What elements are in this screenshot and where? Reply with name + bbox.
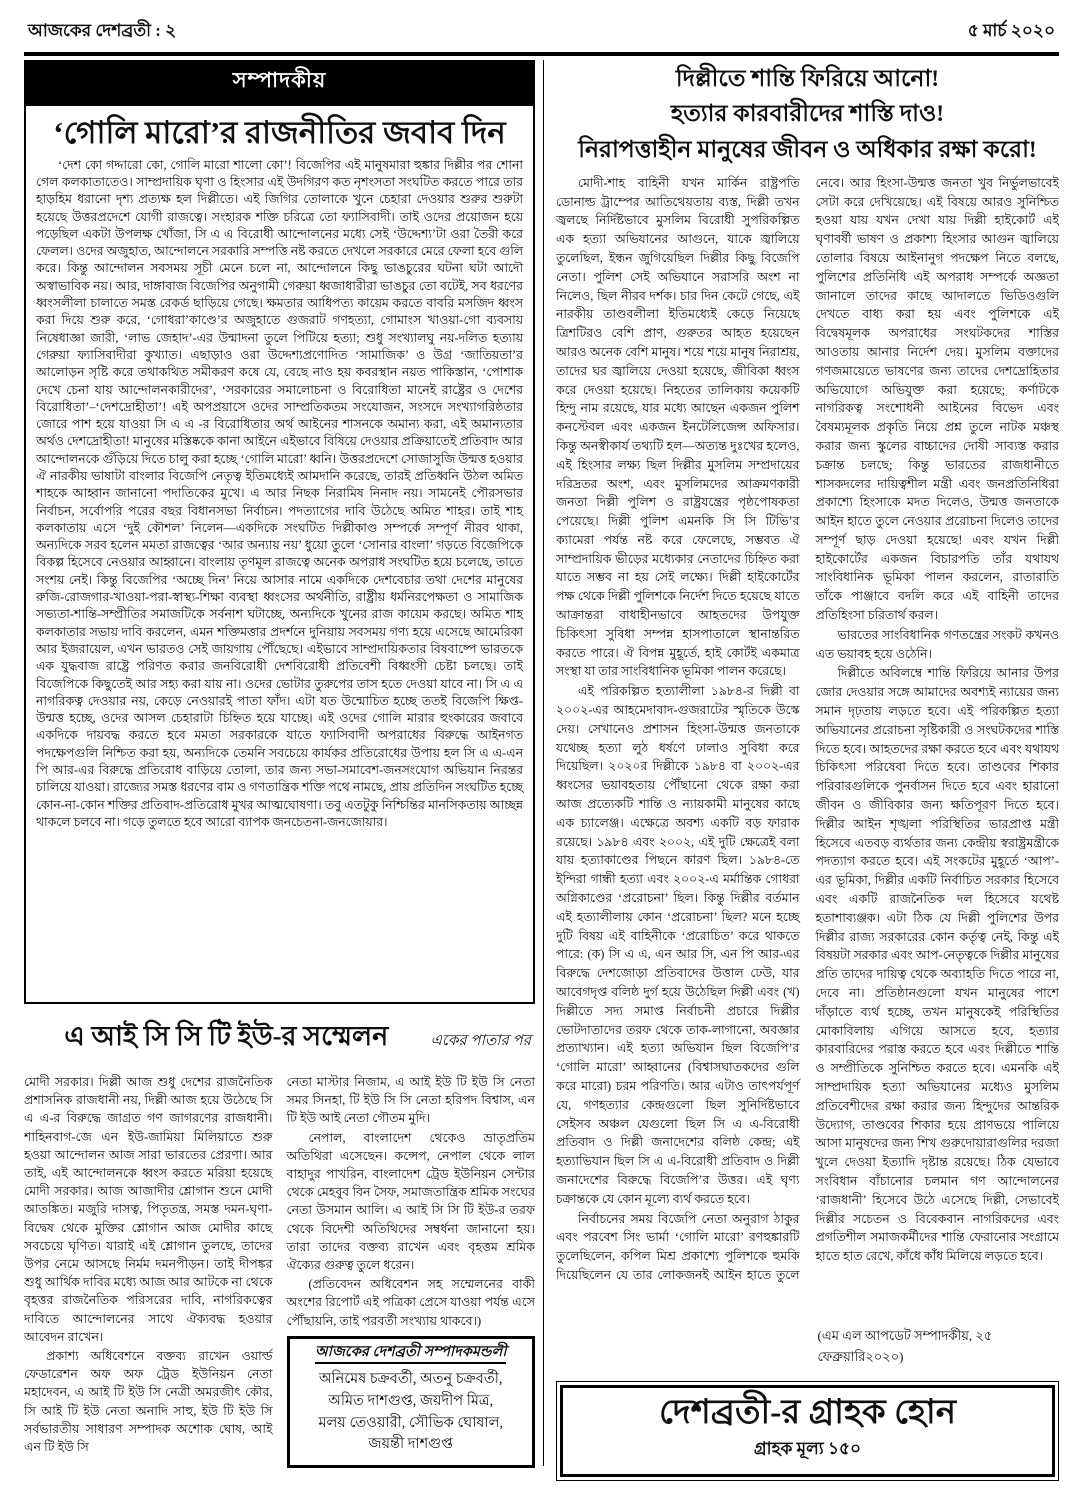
delhi-article-body xyxy=(556,174,1059,1324)
editorial-kicker: সম্পাদকীয় xyxy=(26,62,533,106)
paragraph: ভারতের সাংবিধানিক গণতন্ত্রের সংকট কখনও এত ভয়াবহ হয়ে ওঠেনি। xyxy=(815,627,1059,661)
subscribe-box-inner xyxy=(560,1385,1055,1478)
paragraph: নির্বাচনের সময় বিজেপি নেতা অনুরাগ ঠাকুর এবং পরবেশ সিং ভার্মা ‘গোলি মারো’ রণহুঙ্কারটি তুলেছিলেন, কপিল মিশ্র প্রকাশ্যে পুলিশকে হুমকি দিয়েছিলেন যে তার লোকজনই আইন হাতে তুলে নেবে। আর হিংসা-উন্মত্ত জনতা খুব নির্ভুলভাবেই সেটা করে দেখিয়েছে। এই বিষয়ে আরও সুনিশ্চিত হওয়া যায় যখন দেখা যায় দিল্লী হাইকোর্ট এই ঘৃণাবর্ষী ভাষণ ও প্রকাশ্য হিংসার আগুন জ্বালিয়ে তোলার বিষয়ে আইনানুগ পদক্ষেপ নিতে বলছে, পুলিশের প্রতিনিধি এই অপরাধ সম্পর্কে অজ্ঞতা জানালে তাদের কাছে আদালতে ভিডিওগুলি দেখতে বাধ্য করা হয় এবং পুলিশকে এই বিদ্বেষমূলক অপরাধের সংঘটকদের শাস্তির আওতায় আনার নির্দেশ দেয়। মুসলিম বক্তাদের গণজমায়েতে ভাষণের জন্য তাদের দেশদ্রোহিতার অভিযোগে অভিযুক্ত করা হয়েছে; কর্ণাটকে নাগরিকত্ব সংশোধনী আইনের বিভেদ এবং বৈষম্যমূলক প্রকৃতি নিয়ে প্রশ্ন তুলে নাটক মঞ্চস্থ করার জন্য স্কুলের বাচ্চাদের দোষী সাব্যস্ত করার চক্রান্ত চলছে; কিন্তু ভারতের রাজধানীতে শাসকদলের দায়িত্বশীল মন্ত্রী এবং জনপ্রতিনিধিরা প্রকাশ্যে হিংসাকে মদত দিলেও, উন্মত্ত জনতাকে আইন হাতে তুলে নেওয়ার প্ররোচনা দিলেও তাদের সম্পূর্ণ ছাড় দেওয়া হয়েছে! এবং যখন দিল্লী হাইকোর্টের একজন বিচারপতি তাঁর যথাযথ সাংবিধানিক ভূমিকা পালন করলেন, রাতারাতি তাঁকে পাঞ্জাবে বদলি করে এই বাহিনী তাদের প্রতিহিংসা চরিতার্থ করল। xyxy=(556,175,1059,1282)
aicctu-column-1 xyxy=(24,1073,273,1475)
delhi-headline-line-1: দিল্লীতে শান্তি ফিরিয়ে আনো! xyxy=(675,66,940,92)
source-attribution: (এম এল আপডেট সম্পাদকীয়, ২৫ ফেব্রুয়ারি২০২০) xyxy=(817,1327,993,1364)
editorial-body xyxy=(26,154,533,995)
paragraph: নেতা মাস্টার নিজাম, এ আই ইউ টি ইউ সি নেতা সমর সিনহা, টি ইউ সি সি নেতা হরিপদ বিশ্বাস, এন টি ইউ আই নেতা গৌতম মুদি। xyxy=(286,1075,535,1126)
delhi-headline-line-3: নিরাপত্তাহীন মানুষের জীবন ও অধিকার রক্ষা করো! xyxy=(578,136,1037,163)
paragraph: মোদী-শাহ বাহিনী যখন মার্কিন রাষ্ট্রপতি ডোনাল্ড ট্রাম্পের আতিথেয়তায় ব্যস্ত, দিল্লী তখন জ্বলছে নির্দিষ্টভাবে মুসলিম বিরোধী সুপরিকল্পিত এক হত্যা অভিযানের আগুনে, যাকে জ্বালিয়ে তুলেছিল, ইন্ধন জুগিয়েছিল দিল্লীর কিছু বিজেপি নেতা। পুলিশ সেই অভিযানে সরাসরি অংশ না নিলেও, ছিল নীরব দর্শক। চার দিন কেটে গেছে, এই নারকীয় তাণ্ডবলীলা ইতিমধ্যেই কেড়ে নিয়েছে ত্রিশটিরও বেশি প্রাণ, গুরুতর আহত হয়েছেন আরও অনেক বেশি মানুষ। শয়ে শয়ে মানুষ নিরাশ্রয়, তাদের ঘর জ্বালিয়ে দেওয়া হয়েছে, জীবিকা ধ্বংস করে দেওয়া হয়েছে। নিহতের তালিকায় কয়েকটি হিন্দু নাম রয়েছে, যার মধ্যে আছেন একজন পুলিশ কনস্টেবল এবং একজন ইনটেলিজেন্স অফিসার। কিন্তু অনস্বীকার্য তথ্যটি হল—অত্যন্ত দুঃখের হলেও, এই হিংসার লক্ষ্য ছিল দিল্লীর মুসলিম সম্প্রদায়ের দরিদ্রতর অংশ, এবং মুসলিমদের আক্রমণকারী জনতা দিল্লী পুলিশ ও রাষ্ট্রযন্ত্রের পৃষ্ঠপোষকতা পেয়েছে। দিল্লী পুলিশ এমনকি সি সি টিভি’র ক্যামেরা পর্যন্ত নষ্ট করে ফেলেছে, সম্ভবত ঐ সাম্প্রদায়িক ভীড়ের মধ্যেকার নেতাদের চিহ্নিত করা যাতে সম্ভব না হয় সেই লক্ষ্যে। দিল্লী হাইকোর্টের পক্ষ থেকে দিল্লী পুলিশকে নির্দেশ দিতে হয়েছে যাতে আক্রান্তরা বাধাহীনভাবে আহতদের উপযুক্ত চিকিৎসা সুবিধা সম্পন্ন হাসপাতালে স্থানান্তরিত করতে পারে। ঐ বিপন্ন মুহূর্তে, হাই কোর্টই একমাত্র সংস্থা যা তার সাংবিধানিক ভূমিকা পালন করেছে। xyxy=(556,175,800,679)
page-content xyxy=(0,56,1083,1476)
right-column xyxy=(543,60,1059,1466)
delhi-headline xyxy=(556,60,1059,174)
paragraph: (প্রতিবেদন অধিবেশন সহ সম্মেলনের বাকী অংশের রিপোর্ট এই পত্রিকা প্রেসে যাওয়া পর্যন্ত এসে পৌঁছায়নি, তাই পরবর্তী সংখ্যায় থাকবে।) xyxy=(286,1277,535,1328)
subscribe-price: গ্রাহক মূল্য ১৫০ xyxy=(753,1439,862,1459)
editorial-headline: ‘গোলি মারো’র রাজনীতির জবাব দিন xyxy=(53,115,506,150)
delhi-headline-line-2: হত্যার কারবারীদের শাস্তি দাও! xyxy=(670,101,945,128)
paragraph: এই পরিকল্পিত হত্যালীলা ১৯৮৪-র দিল্লী বা ২০০২-এর আহমেদাবাদ-গুজরাটের স্মৃতিকে উস্কে দেয়। সেখানেও প্রশাসন হিংসা-উন্মত্ত জনতাকে যথেচ্ছ হত্যা লুঠ ধর্ষণে ঢালাও সুবিধা করে দিয়েছিল। ২০২০র দিল্লীকে ১৯৮৪ বা ২০০২-এর ধ্বংসের ভয়াবহতায় পৌঁছানো থেকে রক্ষা করা আজ প্রত্যেকটি শান্তি ও ন্যায়কামী মানুষের কাছে এক চ্যালেঞ্জ। এক্ষেত্রে অবশ্য একটি বড় ফারাক রয়েছে। ১৯৮৪ এবং ২০০২, এই দুটি ক্ষেত্রেই বলা যায় হত্যাকাণ্ডের পিছনে কারণ ছিল। ১৯৮৪-তে ইন্দিরা গান্ধী হত্যা এবং ২০০২-এ মর্মান্তিক গোধরা অগ্নিকাণ্ডের ‘প্ররোচনা’ ছিল। কিন্তু দিল্লীর বর্তমান এই হত্যালীলায় কোন ‘প্ররোচনা’ ছিল? মনে হচ্ছে দুটি বিষয় এই বাহিনীকে ‘প্ররোচিত’ করে থাকতে পারে: (ক) সি এ এ, এন আর সি, এন পি আর-এর বিরুদ্ধে দেশজোড়া প্রতিবাদের উত্তাল ঢেউ, যার আবেগদৃপ্ত বলিষ্ঠ দুর্গ হয়ে উঠেছিল দিল্লী এবং (খ) দিল্লীতে সদ্য সমাপ্ত নির্বাচনী প্রচারে দিল্লীর ভোটদাতাদের তরফ থেকে তাক-লাগানো, অবজ্ঞার প্রত্যাখ্যান। এই হত্যা অভিযান ছিল বিজেপি’র ‘গোলি মারো’ আহ্বানের (বিশ্বাসঘাতকদের গুলি করে মারো) চরম পরিণতি। আর এটাও তাৎপর্যপূর্ণ যে, গণহত্যার কেন্দ্রগুলো ছিল সুনির্দিষ্টভাবে সেইসব অঞ্চল যেগুলো ছিল সি এ এ-বিরোধী প্রতিবাদ ও দিল্লী জনাদেশের বলিষ্ঠ কেন্দ্র; এই হত্যাভিযান ছিল সি এ এ-বিরোধী প্রতিবাদ ও দিল্লী জনাদেশের বিরুদ্ধে বিজেপি’র উত্তর। এই ঘৃণ্য চক্রান্তকে যে কোন মূল্যে ব্যর্থ করতে হবে। xyxy=(556,684,800,1206)
aicctu-headline-row xyxy=(24,1016,535,1061)
paragraph: মলয় তেওয়ারী, সৌভিক ঘোষাল, xyxy=(318,1414,504,1431)
paragraph: অনিমেষ চক্রবর্তী, অতনু চক্রবর্তী, xyxy=(318,1371,503,1388)
board-names xyxy=(298,1369,525,1456)
masthead-date: ৫ মার্চ ২০২০ xyxy=(967,21,1055,40)
editorial-board-box xyxy=(287,1336,536,1468)
paragraph: মোদী সরকার। দিল্লী আজ শুধু দেশের রাজনৈতিক প্রশাসনিক রাজধানী নয়, দিল্লী আজ হয়ে উঠেছে সি এ এ-র বিরুদ্ধে জাগ্রত গণ জাগরণের রাজধানী। শাহিনবাগ-জে এন ইউ-জামিয়া মিলিয়াতে শুরু হওয়া আন্দোলন আজ সারা ভারতের প্রেরণা। আর তাই, এই আন্দোলনকে ধ্বংস করতে মরিয়া হয়েছে মোদী সরকার। আজ আজাদীর শ্লোগান শুনে মোদী আতঙ্কিত। মজুরি দাসত্ব, পিতৃতন্ত্র, সমস্ত দমন-ঘৃণা-বিদ্বেষ থেকে মুক্তির শ্লোগান আজ মোদীর কাছে সবচেয়ে ঘৃণিত। যারাই এই শ্লোগান তুলছে, তাদের উপর নেমে আসছে নির্মম দমনপীড়ন। তাই দীপঙ্কর শুধু আর্থিক দাবির মধ্যে আজ আর আটকে না থেকে বৃহত্তর রাজনৈতিক পরিসরের দাবি, নাগরিকত্বের দাবিতে আন্দোলনের সাথে ঐক্যবদ্ধ হওয়ার আবেদন রাখেন। xyxy=(24,1075,273,1344)
masthead-title: আজকের দেশব্রতী : ২ xyxy=(28,21,177,40)
subscribe-title: দেশব্রতী-র গ্রাহক হোন xyxy=(658,1393,956,1431)
paragraph: প্রকাশ্য অধিবেশনে বক্তব্য রাখেন ওয়ার্ল্ড ফেডারেশন অফ অফ ট্রেড ইউনিয়ন নেতা মহাদেবন, এ আই টি ইউ সি নেত্রী অমরজীৎ কৌর, সি আই টি ইউ নেতা অনাদি সাহু, ইউ টি ইউ সি সর্বভারতীয় সাধারণ সম্পাদক অশোক ঘোষ, আই এন টি ইউ সি xyxy=(24,1349,273,1455)
aicctu-article xyxy=(24,1004,535,1475)
left-column xyxy=(24,60,543,1466)
continuation-note: একের পাতার পর xyxy=(430,1033,531,1049)
paragraph: জয়ন্তী দাশগুপ্ত xyxy=(368,1436,453,1453)
aicctu-column-2 xyxy=(287,1073,536,1475)
paragraph: অমিত দাশগুপ্ত, জয়দীপ মিত্র, xyxy=(328,1392,494,1409)
aicctu-headline: এ আই সি সি টি ইউ-র সম্মেলন xyxy=(64,1021,389,1051)
paragraph: ‘দেশ কো গদ্দারো কো, গোলি মারো শালো কো’! বিজেপির এই মানুষমারা হুঙ্কার দিল্লীর পর শোনা গেল কলকাতাতেও। সাম্প্রদায়িক ঘৃণা ও হিংসার এই উদগিরণ কত নৃশংসতা সংঘটিত করতে পারে তার হাড়হিম ধরানো দৃশ্য প্রত্যক্ষ হল দিল্লীতে। এই জিগির তোলাকে খুনে চেহারা দেওয়ার শুরুর শুরুটা হয়েছে উত্তরপ্রদেশে যোগী রাজত্বে। সংহারক শক্তি চরিত্রে তো ফ্যাসিবাদী। তাই ওদের প্রয়োজন হয়ে পড়েছিল একটা উপলক্ষ খোঁজা, সি এ এ বিরোধী আন্দোলনের মধ্যে সেই ‘উদ্দেশ্য’টা ওরা তৈরী করে ফেলল। ওদের অজুহাত, আন্দোলনে সরকারি সম্পত্তি নষ্ট করতে দেখলে সরকারে মেরে ফেলা হবে গুলি করে। কিন্তু আন্দোলন সবসময় সূচী মেনে চলে না, আন্দোলনে কিছু ভাঙচুরের ঘটনা ঘটা আদৌ অস্বাভাবিক নয়। আর, দাঙ্গাবাজ বিজেপির অনুগামী গেরুয়া ধ্বজাধারীরা ভাঙচুর তো বটেই, সব ধরণের ধ্বংসলীলা চালাতে সমস্ত রেকর্ড ছাড়িয়ে গেছে। ক্ষমতার আধিপত্য কায়েম করতে বাবরি মসজিদ ধ্বংস করা দিয়ে শুরু করে, ‘গোধরা’কাণ্ডে’র অজুহাতে গুজরাট গণহত্যা, গোমাংস খাওয়া-গো ব্যবসায় নিষেধাজ্ঞা জারী, ‘লাভ জেহাদ’-এর উন্মাদনা তুলে পিটিয়ে হত্যা; শুধু সংখ্যালঘু নয়-দলিত হত্যায় গেরুয়া ফ্যাসিবাদীরা কুখ্যাত। এছাড়াও ওরা উদ্দেশ্যপ্রণোদিত ‘সামাজিক’ ও উগ্র ‘জাতিয়তা’র আলোড়ন সৃষ্টি করে তথাকথিত সমীকরণ কষে যে, বেছে নাও হয় কবরস্থান নয়ত পাকিস্তান, ‘পোশাক দেখে চেনা যায় আন্দোলনকারীদের’, ‘সরকারের সমালোচনা ও বিরোধিতা মানেই রাষ্ট্রের ও দেশের বিরোধিতা’–‘দেশদ্রোহীতা’! এই অপপ্রয়াসে ওদের সাম্প্রতিকতম সংযোজন, সংসদে সংখ্যাগরিষ্ঠতার জোরে পাশ হয়ে যাওয়া সি এ এ -র বিরোধিতার অর্থ আইনের শাসনকে অমান্য করা, এই অমান্যতার অর্থও দেশদ্রোহীতা! মানুষের মস্তিষ্ককে কানা আইনে এইভাবে বিষিয়ে দেওয়ার প্রক্রিয়াতেই প্রতিবাদ আর আন্দোলনকে গুঁড়িয়ে দিতে চালু করা হচ্ছে ‘গোলি মারো’ ধ্বনি। উত্তরপ্রদেশে সোজাসুজি উন্মত্ত হওয়ার ঐ নারকীয় ভাষাটা বাংলার বিজেপি নেতৃত্ব ইতিমধ্যেই আমদানি করেছে, তারই প্রতিধ্বনি উঠল অমিত শাহকে আহ্বান জানানো পদাতিকের মুখে। এ আর নিছক নিরামিষ নিনাদ নয়। সামনেই পৌরসভার নির্বাচন, সর্বোপরি পরের বছর বিধানসভা নির্বাচন। পদত্যাগের দাবি উঠেছে অমিত শাহর। তাই শাহ কলকাতায় এসে ‘দুই কৌশল’ নিলেন—একদিকে সংঘটিত দিল্লীকাণ্ড সম্পর্কে সম্পূর্ণ নীরব থাকা, অন্যদিকে সরব হলেন মমতা রাজত্বের ‘আর অন্যায় নয়’ ধুয়ো তুলে ‘সোনার বাংলা’ গড়তে বিজেপিকে বিকল্প হিসেবে নেওয়ার আহ্বানে। বাংলায় তৃণমূল রাজত্বে অনেক অপরাধ সংঘটিত হয়ে চলেছে, তাতে সংশয় নেই। কিন্তু বিজেপির ‘অচ্ছে দিন’ নিয়ে আসার নামে একদিকে দেশবেচার তথা দেশের মানুষের রুজি-রোজগার-খাওয়া-পরা-স্বাস্থ্য-শিক্ষা ব্যবস্থা ধ্বংসের অর্থনীতি, রাষ্ট্রীয় ধর্মনিরপেক্ষতা ও সামাজিক সভ্যতা-শান্তি-সম্প্রীতির সমাজটিকে সর্বনাশ ঘটাচ্ছে, অন্যদিকে খুনের রাজ কায়েম করছে। অমিত শাহ কলকাতার সভায় দাবি করলেন, এমন শক্তিমত্তার প্রদর্শনে দুনিয়ায় সবসময় গণ্য হয়ে এসেছে আমেরিকা আর ইজরায়েল, এখন ভারতও সেই জায়গায় পৌঁছেছে। এইভাবে সাম্প্রদায়িকতার বিষবাষ্পে ভারতকে এক যুদ্ধবাজ রাষ্ট্রে পরিণত করার জনবিরোধী দেশবিরোধী প্রতিবেশী বিধ্বংসী চেষ্টা চলছে। তাই বিজেপিকে কিছুতেই আর সহ্য করা যায় না। ওদের ভোটার তুরুপের তাস হতে দেওয়া যাবে না। সি এ এ নাগরিকত্ব দেওয়ার নয়, কেড়ে নেওয়ারই পাতা ফাঁদ। এটা যত উন্মোচিত হচ্ছে ততই বিজেপি ক্ষিপ্ত-উন্মত্ত হচ্ছে, ওদের আসল চেহারাটা চিহ্নিত হয়ে যাচ্ছে। এই ওদের গোলি মারার হুংকারের জবাবে একদিকে দায়বদ্ধ করতে হবে মমতা সরকারকে যাতে ফ্যাসিবাদী অপরাধের বিরুদ্ধে আইনগত পদক্ষেপগুলি নিশ্চিত করা হয়, অন্যদিকে তেমনি সবচেয়ে কার্যকর প্রতিরোধের উপায় হল সি এ এ-এন পি আর-এর বিরুদ্ধে প্রতিরোধ বাড়িয়ে তোলা, তার জন্য সভা-সমাবেশ-জনসংযোগ অভিযান নিরন্তর চালিয়ে যাওয়া। রাজ্যের সমস্ত ধরণের বাম ও গণতান্ত্রিক শক্তি পথে নামছে, প্রায় প্রতিদিন সংঘটিত হচ্ছে কোন-না-কোন শক্তির প্রতিবাদ-প্রতিরোধ মুখর আত্মঘোষণা। তবু এতটুকু নিশ্চিন্তির মানসিকতায় আচ্ছন্ন থাকলে চলবে না। গড়ে তুলতে হবে আরো ব্যাপক জনচেতনা-জনজোয়ার। xyxy=(36,157,523,829)
paragraph: নেপাল, বাংলাদেশ থেকেও ভ্রাতৃপ্রতিম অতিথিরা এসেছেন। কন্সেপ, নেপাল থেকে লাল বাহাদুর পাখরিন, বাংলাদেশ ট্রেড ইউনিয়ন সেন্টার থেকে মেহবুব বিন সৈফ, সমাজতান্ত্রিক শ্রমিক সংঘের নেতা উসমান আলি। এ আই সি সি টি ইউ-র তরফ থেকে বিদেশী অতিথিদের সম্বর্ধনা জানানো হয়। তারা তাদের বক্তব্য রাখেন এবং বৃহত্তম শ্রমিক ঐক্যের গুরুত্ব তুলে ধরেন। xyxy=(286,1130,535,1273)
board-title: আজকের দেশব্রতী সম্পাদকমন্ডলী xyxy=(315,1343,506,1364)
masthead xyxy=(0,0,1083,52)
aicctu-column-2-text xyxy=(287,1073,536,1330)
paragraph: দিল্লীতে অবিলম্বে শান্তি ফিরিয়ে আনার উপর জোর দেওয়ার সঙ্গে আমাদের অবশ্যই ন্যায়ের জন্য সমান দৃঢ়তায় লড়তে হবে। এই পরিকল্পিত হত্যা অভিযানের প্ররোচনা সৃষ্টিকারী ও সংঘটকদের শাস্তি দিতে হবে। আহতদের রক্ষা করতে হবে এবং যথাযথ চিকিৎসা পরিষেবা দিতে হবে। তাণ্ডবের শিকার পরিবারগুলিকে পুনর্বাসন দিতে হবে এবং হারানো জীবন ও জীবিকার জন্য ক্ষতিপূরণ দিতে হবে। দিল্লীর আইন শৃঙ্খলা পরিস্থিতির ভারপ্রাপ্ত মন্ত্রী হিসেবে এতবড় ব্যর্থতার জন্য কেন্দ্রীয় স্বরাষ্ট্রমন্ত্রীকে পদত্যাগ করতে হবে। এই সংকটের মুহূর্তে ‘আপ’-এর ভূমিকা, দিল্লীর একটি নির্বাচিত সরকার হিসেবে এবং একটি রাজনৈতিক দল হিসেবে যথেষ্ট হতাশাব্যঞ্জক। এটা ঠিক যে দিল্লী পুলিশের উপর দিল্লীর রাজ্য সরকারের কোন কর্তৃত্ব নেই, কিন্তু এই বিষয়টা সরকার এবং আপ-নেতৃত্বকে দিল্লীর মানুষের প্রতি তাদের দায়িত্ব থেকে অব্যাহতি দিতে পারে না, দেবে না। প্রতিষ্ঠানগুলো যখন মানুষের পাশে দাঁড়াতে ব্যর্থ হচ্ছে, তখন মানুষকেই পরিস্থিতির মোকাবিলায় এগিয়ে আসতে হবে, হত্যার কারবারিদের পরাস্ত করতে হবে এবং দিল্লীতে শান্তি ও সম্প্রীতিকে সুনিশ্চিত করতে হবে। এমনকি এই সাম্প্রদায়িক হত্যা অভিযানের মধ্যেও মুসলিম প্রতিবেশীদের রক্ষা করার জন্য হিন্দুদের আন্তরিক উদ্যোগ, তাণ্ডবের শিকার হয়ে প্রাণভয়ে পালিয়ে আসা মানুষদের জন্য শিখ গুরুদোয়ারাগুলির দরজা খুলে দেওয়া ইত্যাদি দৃষ্টান্ত রয়েছে। ঠিক যেভাবে সংবিধান বাঁচানোর চলমান গণ আন্দোলনের ‘রাজধানী’ হিসেবে উঠে এসেছে দিল্লী, সেভাবেই দিল্লীর সচেতন ও বিবেকবান নাগরিকদের এবং প্রগতিশীল সমাজকর্মীদের শান্তি ফেরানোর সংগ্রামে হাতে হাত রেখে, কাঁধে কাঁধ মিলিয়ে লড়তে হবে। xyxy=(815,666,1059,1264)
aicctu-body xyxy=(24,1073,535,1475)
subscribe-box xyxy=(556,1381,1059,1482)
editorial-section xyxy=(24,60,535,1004)
